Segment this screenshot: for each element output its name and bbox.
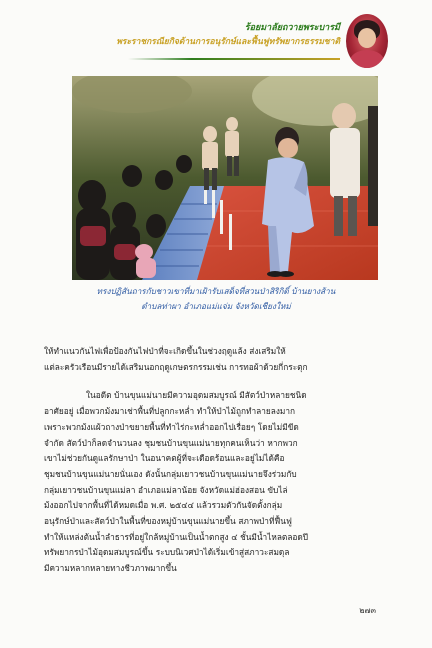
body-line: กลุ่มเยาวชนบ้านขุนแม่ลา อำเภอแม่ลาน้อย จังหวัดแม่ฮ่องสอน ขับไล่ (44, 484, 288, 495)
body-line: จำกัด สัตว์ป่าก็ลดจำนวนลง ชุมชนบ้านขุนแม่นายทุกคนเห็นว่า หากพวก (44, 437, 298, 448)
body-line: ทำให้แหล่งต้นน้ำลำธารที่อยู่ใกล้หมู่บ้านเป็นน้ำตกสูง ๔ ชั้นมีน้ำไหลตลอดปี (44, 531, 309, 542)
body-line: ในอดีต บ้านขุนแม่นายมีความอุดมสมบูรณ์ มีสัตว์ป่าหลายชนิด (86, 390, 307, 401)
body-line: ม้งออกไปจากพื้นที่ได้หมดเมื่อ พ.ศ. ๒๕๔๔ แล้วรวมตัวกันจัดตั้งกลุ่ม (44, 500, 283, 511)
queen-portrait-image (346, 14, 388, 68)
body-line: แต่ละครัวเรือนมีรายได้เสริมนอกฤดูเกษตรกรรมเช่น การทอผ้าด้วยกี่กระตุก (44, 361, 308, 372)
main-photo (72, 76, 378, 280)
body-line: อนุรักษ์ป่าและสัตว์ป่าในพื้นที่ของหมู่บ้านขุนแม่นายขึ้น สภาพป่าที่ฟื้นฟู (44, 516, 292, 527)
body-line: เขาไม่ช่วยกันดูแลรักษาป่า ในอนาคตผู้ที่จะเดือดร้อนและอยู่ไม่ได้คือ (44, 453, 285, 464)
body-line: ทรัพยากรป่าไม้อุดมสมบูรณ์ขึ้น ระบบนิเวศป่าได้เริ่มเข้าสู่สภาวะสมดุล (44, 547, 290, 558)
photo-caption (40, 284, 392, 314)
body-line: มีความหลากหลายทางชีวภาพมากขึ้น (44, 563, 177, 574)
header-rule (128, 58, 340, 60)
caption-line-2: ตำบลท่าผา อำเภอแม่แจ่ม จังหวัดเชียงใหม่ (141, 301, 291, 311)
page-header (0, 0, 432, 74)
body-line: ชุมชนบ้านขุนแม่นายนั่นเอง ดังนั้นกลุ่มเยาวชนบ้านขุนแม่นายจึงร่วมกับ (44, 468, 297, 479)
body-text (44, 344, 382, 577)
header-title: ร้อยมาลัยถวายพระบารมี (244, 23, 340, 33)
page-number: ๒๗๓ (359, 606, 376, 615)
body-line: อาศัยอยู่ เมื่อพวกม้งมาเช่าพื้นที่ปลูกกะหล่ำ ทำให้ป่าไม้ถูกทำลายลงมาก (44, 406, 296, 417)
body-line: ให้ทำแนวกันไฟเพื่อป้องกันไฟป่าที่จะเกิดขึ้นในช่วงฤดูแล้ง ส่งเสริมให้ (44, 346, 286, 356)
caption-line-1: ทรงปฏิสันถารกับชาวเขาที่มาเฝ้ารับเสด็จที่สวนป่าสิริกิติ์ บ้านยางส้าน (96, 286, 336, 296)
header-subtitle: พระราชกรณียกิจด้านการอนุรักษ์และฟื้นฟูทรัพยากรธรรมชาติ (116, 37, 340, 47)
body-line: เพราะพวกม้งแผ้วถางป่าขยายพื้นที่ทำไร่กะหล่ำออกไปเรื่อยๆ โดยไม่มีขีด (44, 421, 299, 432)
